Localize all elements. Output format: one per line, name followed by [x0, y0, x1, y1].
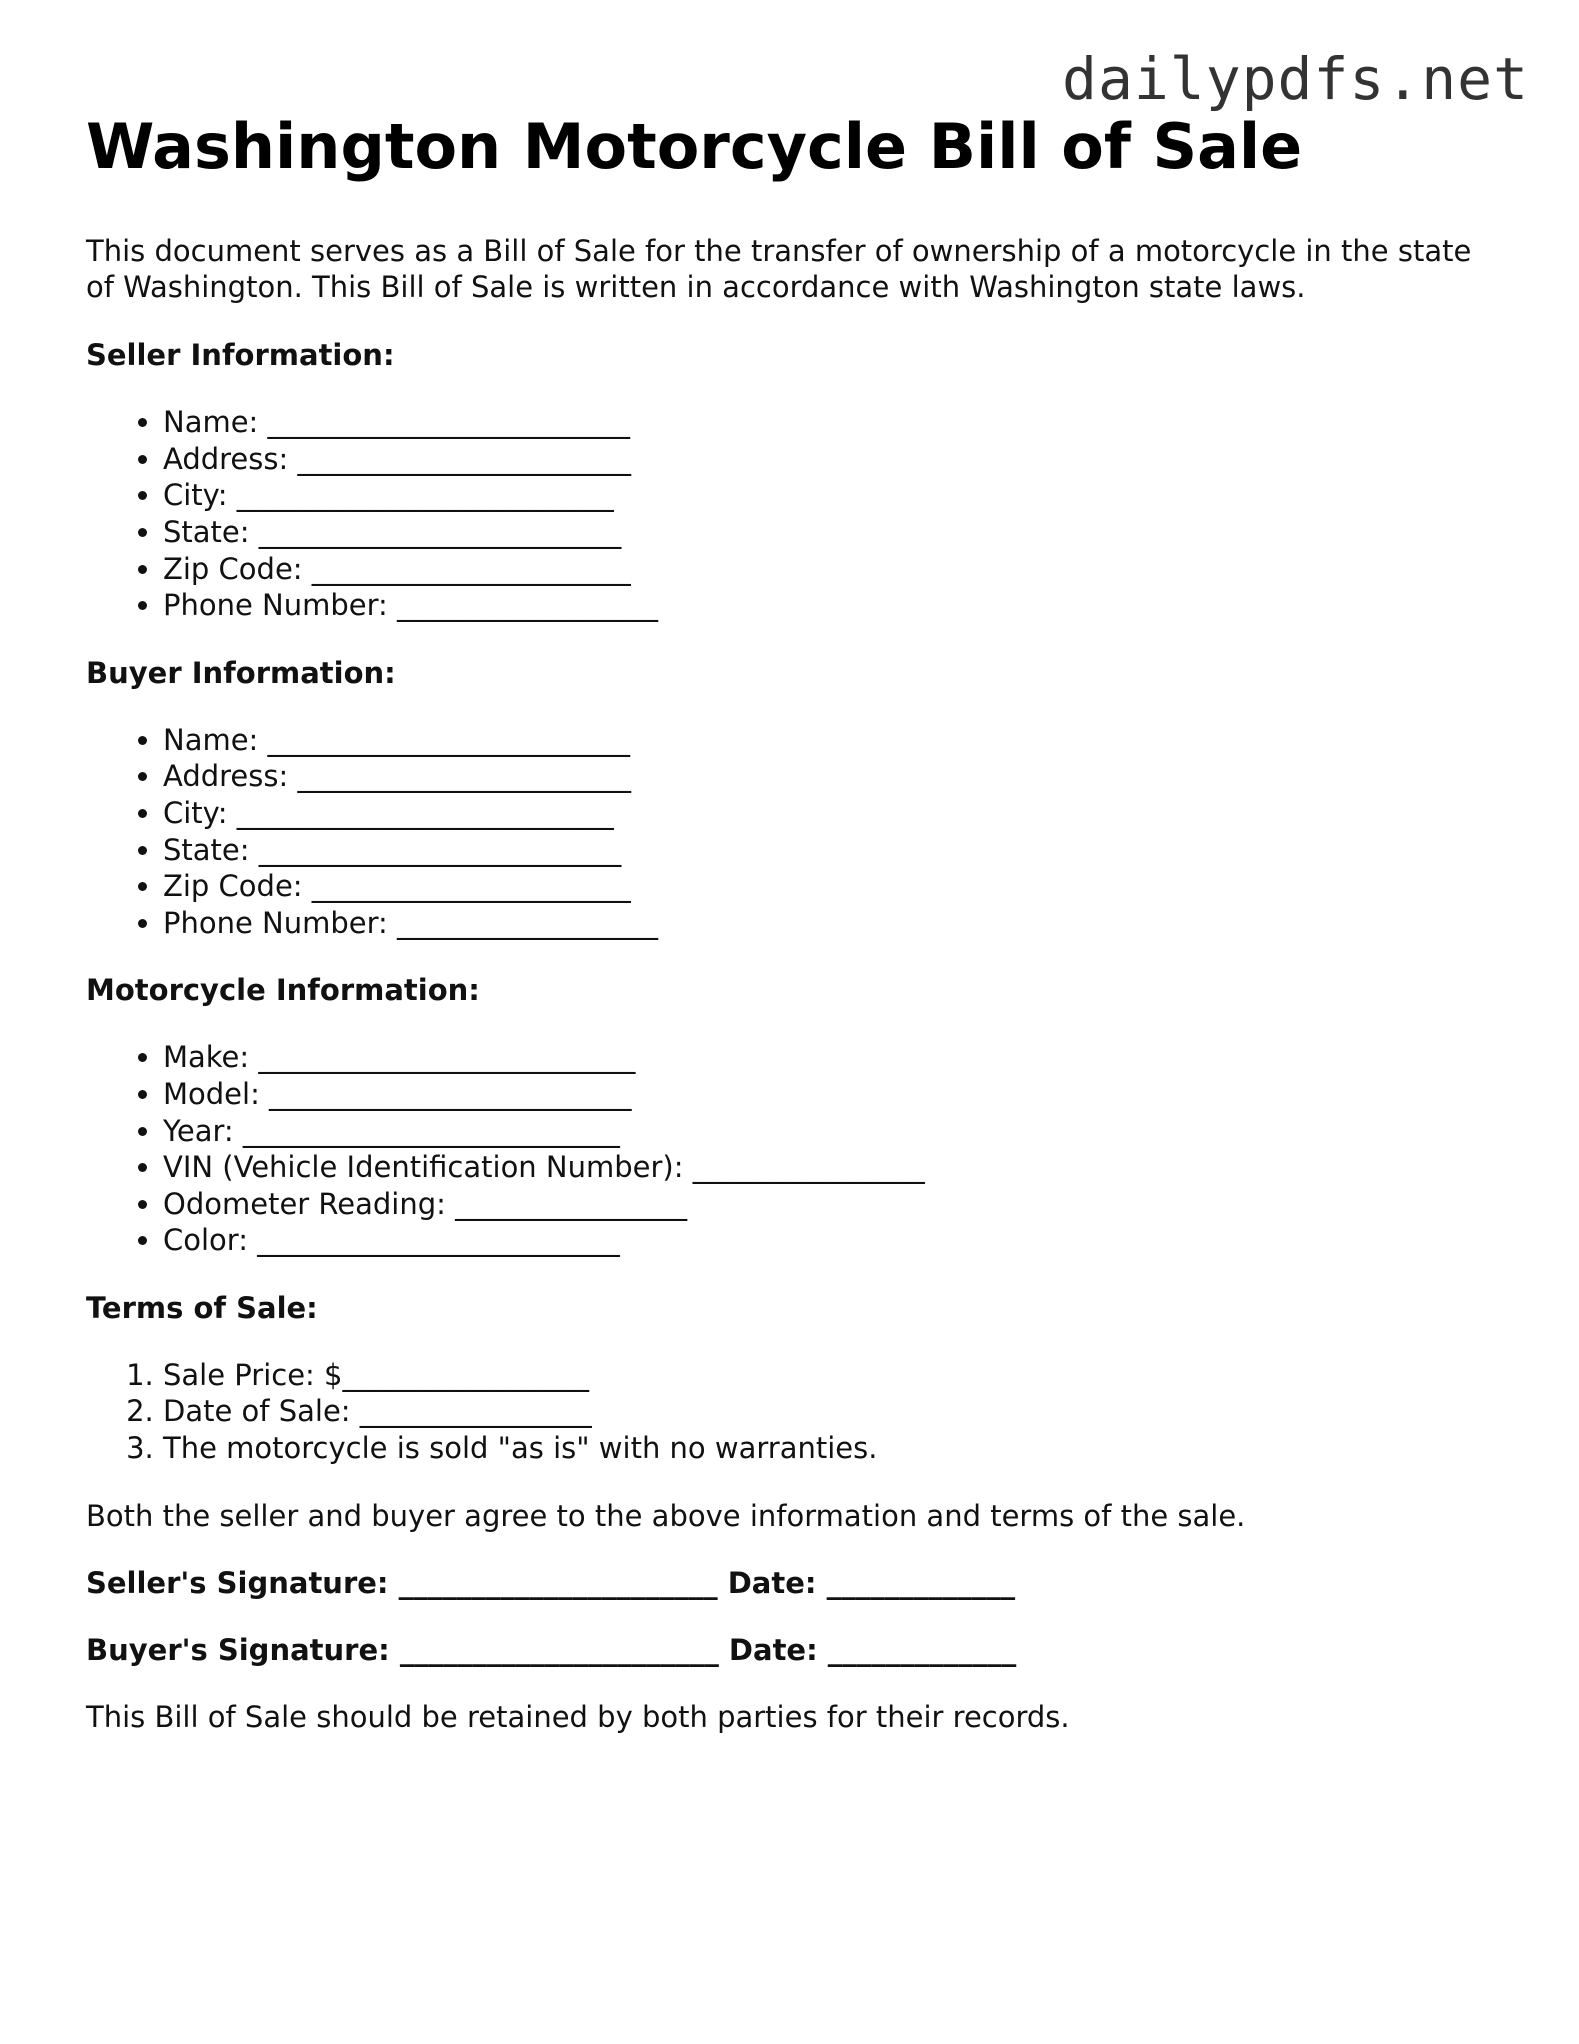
motorcycle-model-field[interactable]: • Model: _________________________: [163, 1076, 1506, 1113]
buyer-signature-line[interactable]: Buyer's Signature: ______________________ Date: _____________: [86, 1632, 1017, 1667]
seller-info-list: [86, 404, 1506, 624]
motorcycle-vin-field[interactable]: • VIN (Vehicle Identification Number): ________________: [163, 1149, 1506, 1186]
buyer-city-field[interactable]: • City: __________________________: [163, 795, 1506, 832]
seller-signature-line[interactable]: Seller's Signature: ______________________ Date: _____________: [86, 1565, 1016, 1600]
motorcycle-odometer-field[interactable]: • Odometer Reading: ________________: [163, 1186, 1506, 1223]
motorcycle-make-field[interactable]: • Make: __________________________: [163, 1039, 1506, 1076]
buyer-zip-field[interactable]: • Zip Code: ______________________: [163, 868, 1506, 905]
sale-price-field[interactable]: 1. Sale Price: $_________________: [163, 1357, 1506, 1394]
document-page: [86, 110, 1506, 1735]
motorcycle-color-field[interactable]: • Color: _________________________: [163, 1222, 1506, 1259]
seller-phone-field[interactable]: • Phone Number: __________________: [163, 587, 1506, 624]
buyer-info-list: [86, 722, 1506, 942]
terms-list: [86, 1357, 1506, 1467]
seller-state-field[interactable]: • State: _________________________: [163, 514, 1506, 551]
agreement-statement: Both the seller and buyer agree to the above information and terms of the sale.: [86, 1498, 1246, 1533]
terms-section-heading: Terms of Sale:: [86, 1290, 318, 1325]
document-title: Washington Motorcycle Bill of Sale: [86, 110, 1303, 183]
seller-name-field[interactable]: • Name: _________________________: [163, 404, 1506, 441]
buyer-state-field[interactable]: • State: _________________________: [163, 832, 1506, 869]
retain-note: This Bill of Sale should be retained by both parties for their records.: [86, 1699, 1070, 1734]
motorcycle-section-heading: Motorcycle Information:: [86, 973, 480, 1008]
watermark-logo: dailypdfs.net: [1062, 45, 1529, 113]
buyer-name-field[interactable]: • Name: _________________________: [163, 722, 1506, 759]
buyer-address-field[interactable]: • Address: _______________________: [163, 758, 1506, 795]
seller-section-heading: Seller Information:: [86, 338, 395, 373]
sale-date-field[interactable]: 2. Date of Sale: ________________: [163, 1393, 1506, 1430]
seller-city-field[interactable]: • City: __________________________: [163, 477, 1506, 514]
motorcycle-year-field[interactable]: • Year: __________________________: [163, 1113, 1506, 1150]
buyer-phone-field[interactable]: • Phone Number: __________________: [163, 905, 1506, 942]
seller-address-field[interactable]: • Address: _______________________: [163, 441, 1506, 478]
motorcycle-info-list: [86, 1039, 1506, 1259]
as-is-term: 3. The motorcycle is sold "as is" with no warranties.: [163, 1430, 1506, 1467]
buyer-section-heading: Buyer Information:: [86, 655, 396, 690]
seller-zip-field[interactable]: • Zip Code: ______________________: [163, 551, 1506, 588]
intro-paragraph: This document serves as a Bill of Sale for the transfer of ownership of a motorcycle in the state of Washington. This Bill of Sale is written in accordance with Washington state laws.: [86, 234, 1472, 305]
